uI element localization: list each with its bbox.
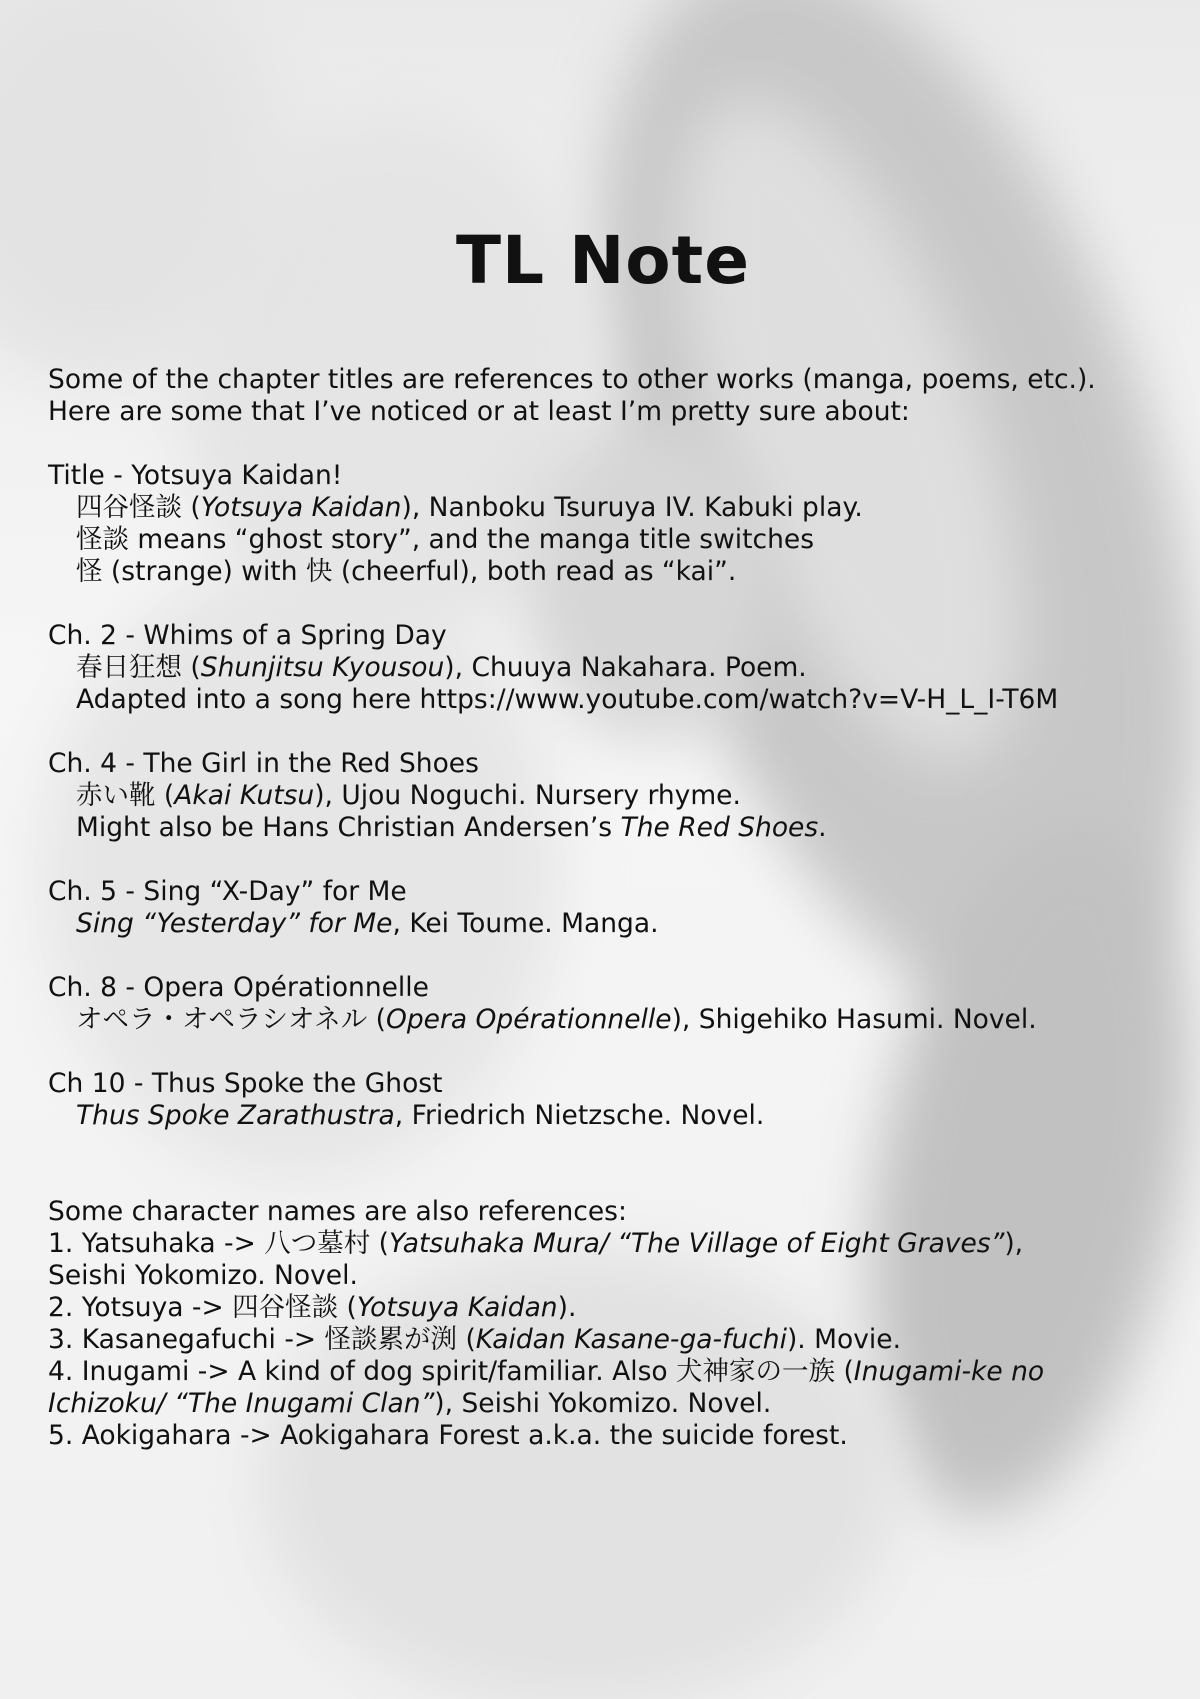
- section-heading: Ch. 4 - The Girl in the Red Shoes: [48, 748, 479, 779]
- section-heading: Ch. 8 - Opera Opérationnelle: [48, 972, 429, 1003]
- note-body: [48, 364, 1168, 1452]
- section-line: 怪談 means “ghost story”, and the manga title switches: [76, 524, 815, 555]
- name-line: Ichizoku/ “The Inugami Clan”), Seishi Yokomizo. Novel.: [48, 1388, 772, 1419]
- section-heading: Ch. 5 - Sing “X-Day” for Me: [48, 876, 407, 907]
- page-title: TL Note: [456, 222, 750, 299]
- section-line: Adapted into a song here https://www.youtube.com/watch?v=V-H_L_I-T6M: [76, 684, 1059, 715]
- name-line: Seishi Yokomizo. Novel.: [48, 1260, 358, 1291]
- intro-line: Some of the chapter titles are references to other works (manga, poems, etc.).: [48, 364, 1096, 395]
- section-heading: Title - Yotsuya Kaidan!: [48, 460, 343, 491]
- name-line: 5. Aokigahara -> Aokigahara Forest a.k.a. the suicide forest.: [48, 1420, 848, 1451]
- name-line: 2. Yotsuya -> 四谷怪談 (Yotsuya Kaidan).: [48, 1292, 577, 1323]
- intro-line: Here are some that I’ve noticed or at least I’m pretty sure about:: [48, 396, 910, 427]
- section-line: 赤い靴 (Akai Kutsu), Ujou Noguchi. Nursery rhyme.: [76, 780, 741, 811]
- name-line: 3. Kasanegafuchi -> 怪談累が渕 (Kaidan Kasane-ga-fuchi). Movie.: [48, 1324, 902, 1355]
- section-line: 四谷怪談 (Yotsuya Kaidan), Nanboku Tsuruya IV. Kabuki play.: [76, 492, 863, 523]
- section-line: オペラ・オペラシオネル (Opera Opérationnelle), Shigehiko Hasumi. Novel.: [76, 1004, 1037, 1035]
- section-heading: Ch. 2 - Whims of a Spring Day: [48, 620, 447, 651]
- section-line: 怪 (strange) with 快 (cheerful), both read as “kai”.: [76, 556, 737, 587]
- names-heading: Some character names are also references:: [48, 1196, 627, 1227]
- section-line: 春日狂想 (Shunjitsu Kyousou), Chuuya Nakahara. Poem.: [76, 652, 807, 683]
- section-line: Thus Spoke Zarathustra, Friedrich Nietzsche. Novel.: [76, 1100, 765, 1131]
- section-line: Sing “Yesterday” for Me, Kei Toume. Manga.: [76, 908, 659, 939]
- name-line: 4. Inugami -> A kind of dog spirit/familiar. Also 犬神家の一族 (Inugami-ke no: [48, 1356, 1045, 1387]
- name-line: 1. Yatsuhaka -> 八つ墓村 (Yatsuhaka Mura/ “The Village of Eight Graves”),: [48, 1228, 1024, 1259]
- section-heading: Ch 10 - Thus Spoke the Ghost: [48, 1068, 443, 1099]
- section-line: Might also be Hans Christian Andersen’s The Red Shoes.: [76, 812, 827, 843]
